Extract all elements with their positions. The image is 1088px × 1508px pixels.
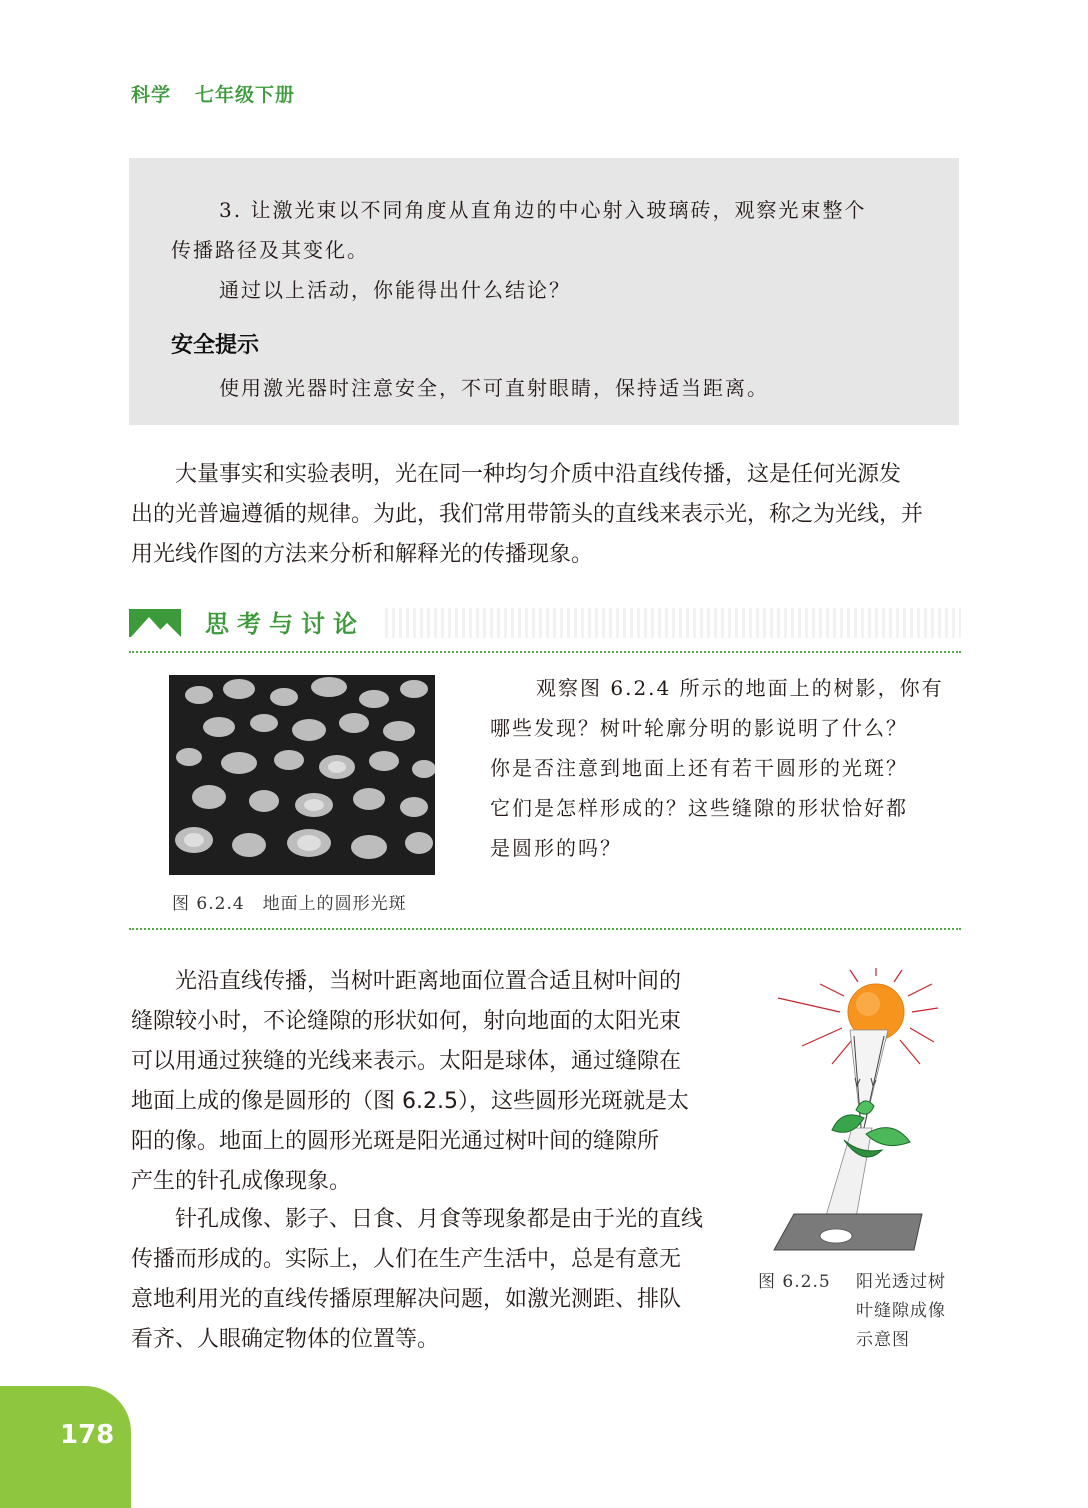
header-stripes [385,608,961,638]
page-number: 178 [60,1420,115,1450]
figure-6-2-5-caption-line: 示意图 [856,1330,910,1350]
paragraph-line: 阳的像。地面上的圆形光斑是阳光通过树叶间的缝隙所 [131,1129,660,1154]
paragraph-line: 看齐、人眼确定物体的位置等。 [131,1327,440,1352]
think-discuss-title: 思考与讨论 [205,610,365,638]
paragraph-pinhole-imaging [131,962,731,1202]
activity-box [129,158,959,425]
paragraph-line: 可以用通过狭缝的光线来表示。太阳是球体，通过缝隙在 [131,1049,682,1074]
discuss-line: 观察图 6.2.4 所示的地面上的树影，你有 [536,676,944,700]
paragraph-line: 缝隙较小时，不论缝隙的形状如何，射向地面的太阳光束 [131,1009,682,1034]
paragraph-line: 意地利用光的直线传播原理解决问题，如激光测距、排队 [131,1287,682,1312]
sun-leaf-diagram [772,968,942,1258]
paragraph-line: 传播而形成的。实际上，人们在生产生活中，总是有意无 [131,1247,682,1272]
figure-6-2-4-caption: 图 6.2.4 地面上的圆形光斑 [172,894,407,914]
paragraph-line: 产生的针孔成像现象。 [131,1169,352,1194]
paragraph-applications [131,1200,731,1360]
paragraph-line: 大量事实和实验表明，光在同一种均匀介质中沿直线传播，这是任何光源发 [175,462,902,487]
discuss-line: 它们是怎样形成的？这些缝隙的形状恰好都 [490,796,908,820]
header-subject: 科学 [131,84,172,106]
paragraph-line: 光沿直线传播，当树叶距离地面位置合适且树叶间的 [175,969,682,994]
running-header [131,80,295,107]
think-discuss-header [129,604,961,640]
figure-6-2-5-caption-line: 叶缝隙成像 [856,1301,946,1321]
discuss-line: 你是否注意到地面上还有若干圆形的光斑？ [490,756,908,780]
activity-question: 通过以上活动，你能得出什么结论？ [219,278,571,302]
light-spot [820,1229,852,1243]
header-grade: 七年级下册 [195,84,296,106]
light-spots-photo [169,675,435,875]
dotted-divider-top [129,651,961,653]
discuss-line: 是圆形的吗？ [490,836,622,860]
paragraph-line: 出的光普遍遵循的规律。为此，我们常用带箭头的直线来表示光，称之为光线，并 [131,502,924,527]
figure-6-2-5-caption-line: 阳光透过树 [856,1272,946,1292]
safety-text: 使用激光器时注意安全，不可直射眼睛，保持适当距离。 [219,376,769,400]
activity-step3-line1: 3. 让激光束以不同角度从直角边的中心射入玻璃砖，观察光束整个 [219,198,867,222]
paragraph-line: 地面上成的像是圆形的（图 6.2.5），这些圆形光斑就是太 [131,1089,689,1114]
section-mountain-icon [129,609,181,637]
paragraph-line: 针孔成像、影子、日食、月食等现象都是由于光的直线 [175,1207,704,1232]
paragraph-light-propagation [131,455,961,575]
discuss-line: 哪些发现？树叶轮廓分明的影说明了什么？ [490,716,908,740]
safety-title: 安全提示 [171,333,260,358]
figure-6-2-5-number: 图 6.2.5 [758,1272,831,1292]
think-discuss-text [490,668,960,868]
paragraph-line: 用光线作图的方法来分析和解释光的传播现象。 [131,542,594,567]
activity-step3-line2: 传播路径及其变化。 [171,238,369,262]
dotted-divider-bottom [129,928,961,930]
